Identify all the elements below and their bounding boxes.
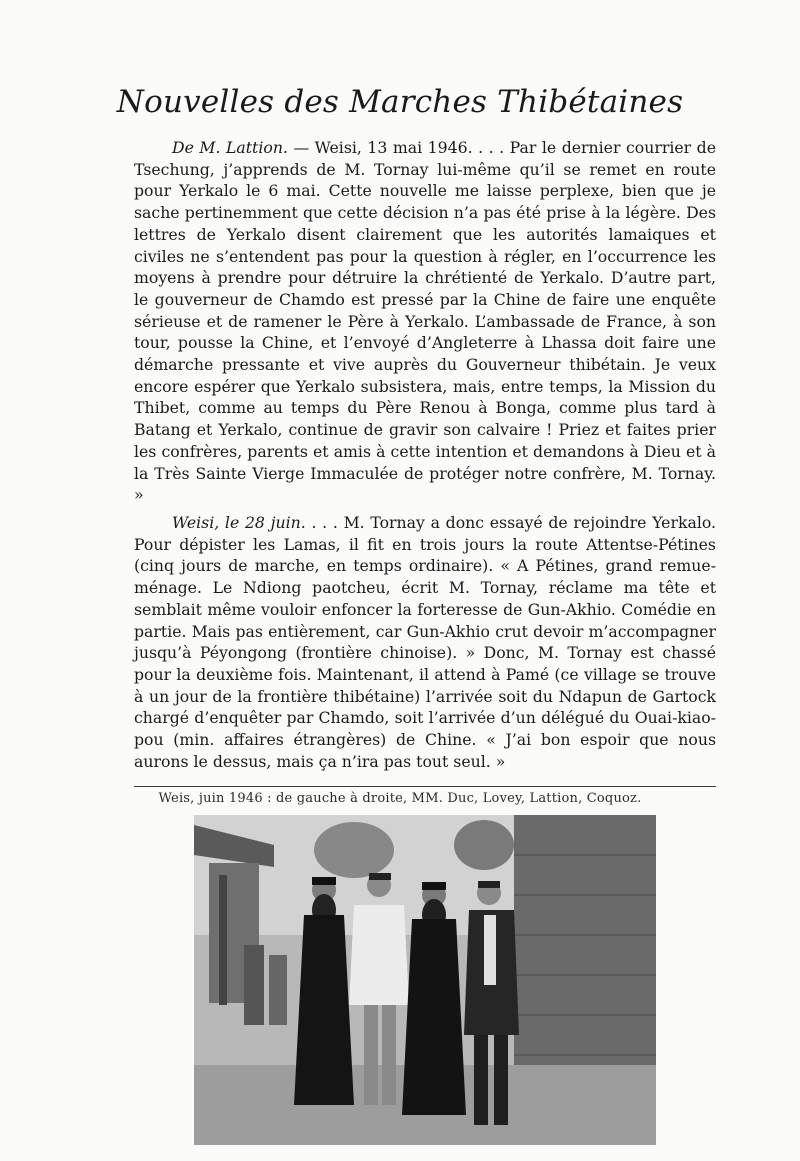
paragraph-1 [134,137,716,506]
page-title: Nouvelles des Marches Thibétaines [116,84,684,120]
paragraph-1-lead: De M. Lattion. [172,138,288,157]
paragraph-2-lead: Weisi, le 28 juin. [172,513,306,532]
paragraph-1-text: — Weisi, 13 mai 1946. . . . Par le dernier courrier de Tsechung, j’apprends de M. Tornay lui-même qu’il se remet en route pour Yerkalo le 6 mai. Cette nouvelle me laisse perplexe, bien que je sache pertinemment que cette décision n’a pas été prise à la légère. Des lettres de Yerkalo disent clairement que les autorités lamaiques et civiles ne s’entendent pas pour la question à régler, en l’occurrence les moyens à prendre pour détruire la chrétienté de Yerkalo. D’autre part, le gouverneur de Chamdo est pressé par la Chine de faire une enquête sérieuse et de ramener le Père à Yerkalo. L’ambassade de France, à son tour, pousse la Chine, et l’envoyé d’Angleterre à Lhassa doit faire une démarche pressante et vive auprès du Gouverneur thibétain. Je veux encore espérer que Yerkalo subsistera, mais, entre temps, la Mission du Thibet, comme au temps du Père Renou à Bonga, comme plus tard à Batang et Yerkalo, continue de gravir son calvaire ! Priez et faites prier les confrères, parents et amis à cette intention et demandons à Dieu et à la Très Sainte Vierge Immaculée de protéger notre confrère, M. Tornay. » [134,138,716,505]
group-photo-illustration [194,815,656,1145]
group-photo [194,815,656,1145]
photo-caption: Weis, juin 1946 : de gauche à droite, MM. Duc, Lovey, Lattion, Coquoz. [158,791,642,806]
paragraph-2-text: . . . M. Tornay a donc essayé de rejoindre Yerkalo. Pour dépister les Lamas, il fit en trois jours la route Attentse-Pétines (cinq jours de marche, en temps ordinaire). « A Pétines, grand remue-ménage. Le Ndiong paotcheu, écrit M. Tornay, réclame ma tête et semblait même vouloir enfoncer la forteresse de Gun-Akhio. Comédie en partie. Mais pas entièrement, car Gun-Akhio crut devoir m’accompagner jusqu’à Péyongong (frontière chinoise). » Donc, M. Tornay est chassé pour la deuxième fois. Maintenant, il attend à Pamé (ce village se trouve à un jour de la frontière thibétaine) l’arrivée soit du Ndapun de Gartock chargé d’enquêter par Chamdo, soit l’arrivée d’un délégué du Ouai-kiao-pou (min. affaires étrangères) de Chine. « J’ai bon espoir que nous aurons le dessus, mais ça n’ira pas tout seul. » [134,513,716,771]
caption-divider [134,786,716,787]
paragraph-2 [134,512,716,772]
